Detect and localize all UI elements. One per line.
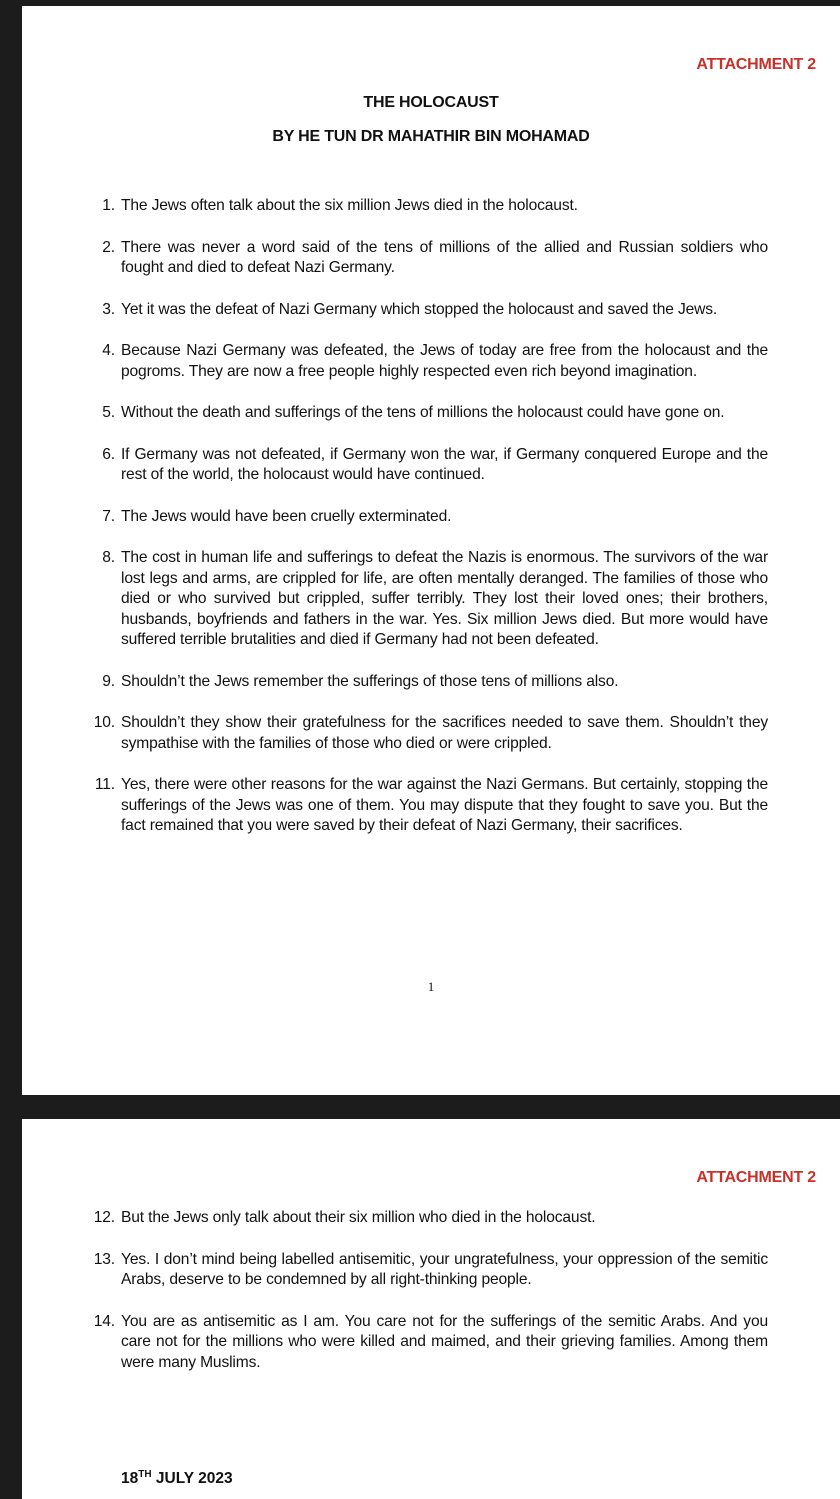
- list-item: [22, 713, 768, 754]
- item-text: The Jews often talk about the six million Jews died in the holocaust.: [121, 197, 578, 214]
- list-item: [22, 548, 768, 651]
- list-item: [22, 445, 768, 486]
- item-text: But the Jews only talk about their six million who died in the holocaust.: [121, 1209, 596, 1226]
- item-text: There was never a word said of the tens of millions of the allied and Russian soldiers who fought and died to defeat Nazi Germany.: [121, 238, 768, 276]
- item-text: Yet it was the defeat of Nazi Germany which stopped the holocaust and saved the Jews.: [121, 300, 718, 318]
- item-text: Shouldn’t the Jews remember the sufferings of those tens of millions also.: [121, 672, 619, 690]
- item-number: 3.: [102, 300, 115, 318]
- item-number: 11.: [94, 776, 115, 793]
- item-text: Yes. I don’t mind being labelled antisemitic, your ungratefulness, your oppression of the semitic Arabs, deserve to be condemned by all right-thinking people.: [121, 1250, 768, 1288]
- paragraph-list: [22, 196, 768, 858]
- list-item: [22, 775, 768, 837]
- item-number: 13.: [93, 1250, 115, 1268]
- document-page-2: [22, 1119, 840, 1499]
- page-number: 1: [427, 979, 435, 994]
- list-item: [22, 341, 768, 382]
- list-item: [22, 403, 768, 424]
- list-item: [22, 1208, 768, 1229]
- item-text: The cost in human life and sufferings to defeat the Nazis is enormous. The survivors of the war lost legs and arms, are crippled for life, are often mentally deranged. The families of those who died or who survived but crippled, suffer terribly. They lost their loved ones; their brothers, husbands, boyfriends and fathers in the war. Yes. Six million Jews died. But more would have suffered terrible brutalities and died if Germany had not been defeated.: [121, 549, 768, 648]
- item-number: 10.: [93, 714, 115, 731]
- document-byline: BY HE TUN DR MAHATHIR BIN MOHAMAD: [272, 128, 590, 145]
- date-suffix: TH: [138, 1469, 152, 1480]
- item-text: Because Nazi Germany was defeated, the Jews of today are free from the holocaust and the pogroms. They are now a free people highly respected even rich beyond imagination.: [121, 342, 768, 380]
- list-item: [22, 196, 768, 217]
- date-day: 18: [121, 1470, 139, 1488]
- item-number: 4.: [102, 342, 115, 359]
- list-item: [22, 507, 768, 528]
- item-number: 2.: [102, 238, 115, 256]
- date-month-year: JULY 2023: [151, 1470, 233, 1488]
- list-item: [22, 300, 768, 321]
- paragraph-list: [22, 1208, 768, 1394]
- item-number: 9.: [102, 672, 115, 690]
- item-number: 7.: [102, 507, 115, 525]
- item-number: 14.: [93, 1312, 115, 1330]
- attachment-label: ATTACHMENT 2: [696, 56, 816, 73]
- item-text: The Jews would have been cruelly exterminated.: [121, 507, 452, 525]
- item-number: 8.: [102, 549, 115, 566]
- list-item: [22, 238, 768, 279]
- item-number: 12.: [93, 1209, 115, 1226]
- item-text: Yes, there were other reasons for the war against the Nazi Germans. But certainly, stopping the sufferings of the Jews was one of them. You may dispute that they fought to save you. But the fact remained that you were saved by their defeat of Nazi Germany, their sacrifices.: [121, 776, 768, 834]
- attachment-label: ATTACHMENT 2: [696, 1169, 816, 1186]
- list-item: [22, 672, 768, 693]
- item-number: 1.: [102, 197, 115, 214]
- document-title: THE HOLOCAUST: [363, 94, 499, 111]
- document-page-1: [22, 6, 840, 1095]
- document-date: [121, 1469, 233, 1488]
- item-text: You are as antisemitic as I am. You care not for the sufferings of the semitic Arabs. And you care not for the millions who were killed and maimed, and their grieving families. Among them were many Muslims.: [121, 1312, 768, 1371]
- item-text: Without the death and sufferings of the tens of millions the holocaust could have gone on.: [121, 404, 725, 421]
- item-number: 5.: [102, 404, 115, 421]
- list-item: [22, 1250, 768, 1291]
- list-item: [22, 1312, 768, 1374]
- item-number: 6.: [102, 445, 115, 463]
- item-text: Shouldn’t they show their gratefulness for the sacrifices needed to save them. Shouldn’t they sympathise with the families of those who died or were crippled.: [121, 714, 768, 752]
- item-text: If Germany was not defeated, if Germany won the war, if Germany conquered Europe and the rest of the world, the holocaust would have continued.: [121, 445, 768, 483]
